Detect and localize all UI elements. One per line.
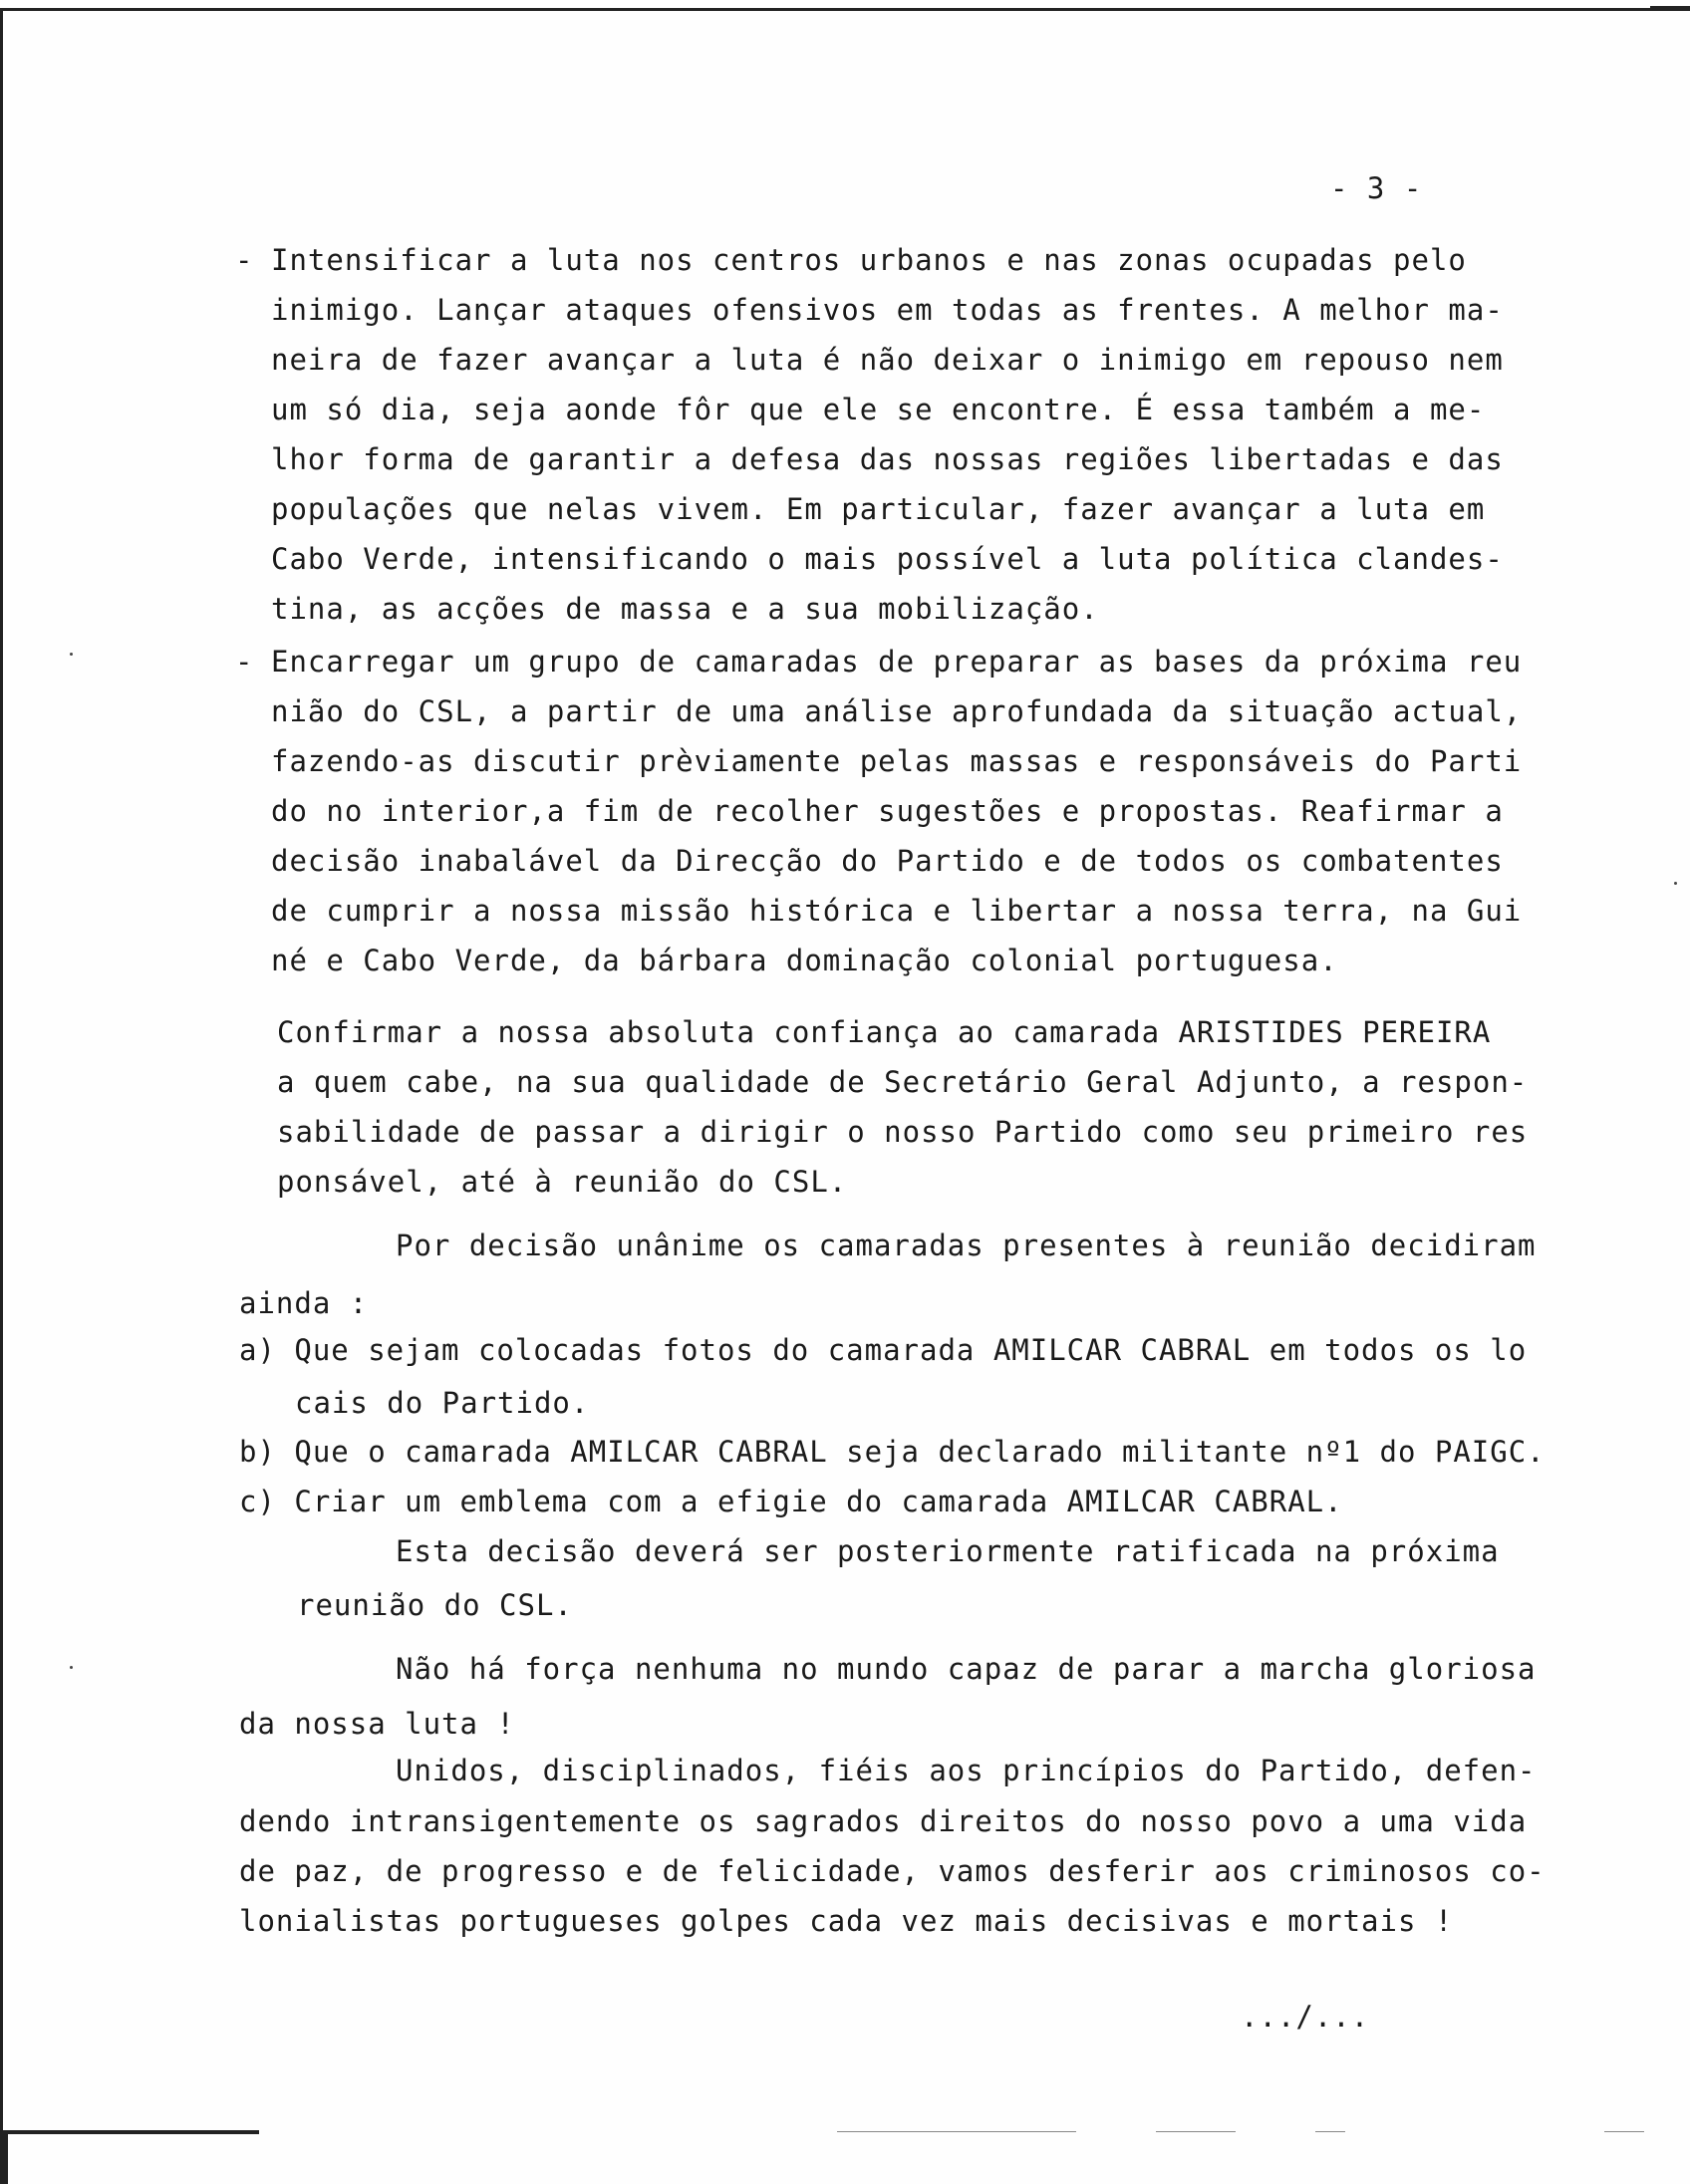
paragraph-line: Por decisão unânime os camaradas presentes à reunião decidiram [396, 1228, 1537, 1262]
page-frame-top [0, 8, 1690, 11]
paragraph-line: Confirmar a nossa absoluta confiança ao camarada ARISTIDES PEREIRA [277, 1015, 1492, 1049]
page-frame-left [0, 8, 3, 2184]
paragraph-line: Esta decisão deverá ser posteriormente ratificada na próxima [396, 1534, 1500, 1568]
page-frame-bottom [0, 2130, 259, 2134]
list-item-c: c) Criar um emblema com a efigie do camarada AMILCAR CABRAL. [239, 1485, 1343, 1518]
paragraph-line: do no interior,a fim de recolher sugestões e propostas. Reafirmar a [271, 794, 1504, 828]
scan-line [1604, 2131, 1644, 2132]
list-item-a-cont: cais do Partido. [295, 1386, 590, 1420]
paragraph-line: ponsável, até à reunião do CSL. [277, 1165, 848, 1199]
paragraph-line: nião do CSL, a partir de uma análise aprofundada da situação actual, [271, 694, 1523, 728]
paragraph-line: né e Cabo Verde, da bárbara dominação colonial portuguesa. [271, 944, 1338, 977]
paragraph-line: sabilidade de passar a dirigir o nosso Partido como seu primeiro res [277, 1115, 1529, 1149]
scan-speck [1674, 882, 1677, 885]
paragraph-line: populações que nelas vivem. Em particular, fazer avançar a luta em [271, 492, 1486, 526]
page-frame-bottom-tick [0, 2130, 8, 2184]
paragraph-line: ainda : [239, 1286, 369, 1320]
page-number: - 3 - [1330, 171, 1423, 205]
list-item-a: a) Que sejam colocadas fotos do camarada AMILCAR CABRAL em todos os lo [239, 1333, 1528, 1367]
paragraph-line: da nossa luta ! [239, 1707, 515, 1741]
scan-line [837, 2131, 1076, 2132]
paragraph-line: Cabo Verde, intensificando o mais possível a luta política clandes- [271, 542, 1504, 576]
paragraph-line: de paz, de progresso e de felicidade, vamos desferir aos criminosos co- [239, 1854, 1546, 1888]
paragraph-line: reunião do CSL. [297, 1588, 573, 1622]
list-item-b: b) Que o camarada AMILCAR CABRAL seja declarado militante nº1 do PAIGC. [239, 1435, 1546, 1469]
scan-line [1156, 2131, 1236, 2132]
paragraph-line: tina, as acções de massa e a sua mobilização. [271, 592, 1099, 626]
paragraph-line: dendo intransigentemente os sagrados direitos do nosso povo a uma vida [239, 1804, 1528, 1838]
bullet-marker: - [235, 645, 254, 679]
paragraph-line: lonialistas portugueses golpes cada vez mais decisivas e mortais ! [239, 1904, 1454, 1938]
paragraph-line: neira de fazer avançar a luta é não deixar o inimigo em repouso nem [271, 343, 1504, 377]
scan-line [1315, 2131, 1345, 2132]
paragraph-line: fazendo-as discutir prèviamente pelas massas e responsáveis do Parti [271, 744, 1523, 778]
paragraph-line: Encarregar um grupo de camaradas de preparar as bases da próxima reu [271, 645, 1523, 679]
paragraph-line: um só dia, seja aonde fôr que ele se encontre. É essa também a me- [271, 393, 1486, 426]
paragraph-line: Intensificar a luta nos centros urbanos e nas zonas ocupadas pelo [271, 243, 1467, 277]
paragraph-line: a quem cabe, na sua qualidade de Secretário Geral Adjunto, a respon- [277, 1065, 1529, 1099]
continuation-mark: .../... [1241, 2000, 1370, 2034]
paragraph-line: decisão inabalável da Direcção do Partido e de todos os combatentes [271, 844, 1504, 878]
page-frame-corner [1650, 6, 1690, 11]
paragraph-line: de cumprir a nossa missão histórica e libertar a nossa terra, na Gui [271, 894, 1523, 928]
paragraph-line: Não há força nenhuma no mundo capaz de parar a marcha gloriosa [396, 1652, 1537, 1686]
paragraph-line: lhor forma de garantir a defesa das nossas regiões libertadas e das [271, 442, 1504, 476]
bullet-marker: - [235, 243, 254, 277]
scan-speck [70, 1666, 73, 1669]
paragraph-line: inimigo. Lançar ataques ofensivos em todas as frentes. A melhor ma- [271, 293, 1504, 327]
paragraph-line: Unidos, disciplinados, fiéis aos princípios do Partido, defen- [396, 1754, 1537, 1787]
scan-speck [70, 653, 73, 656]
